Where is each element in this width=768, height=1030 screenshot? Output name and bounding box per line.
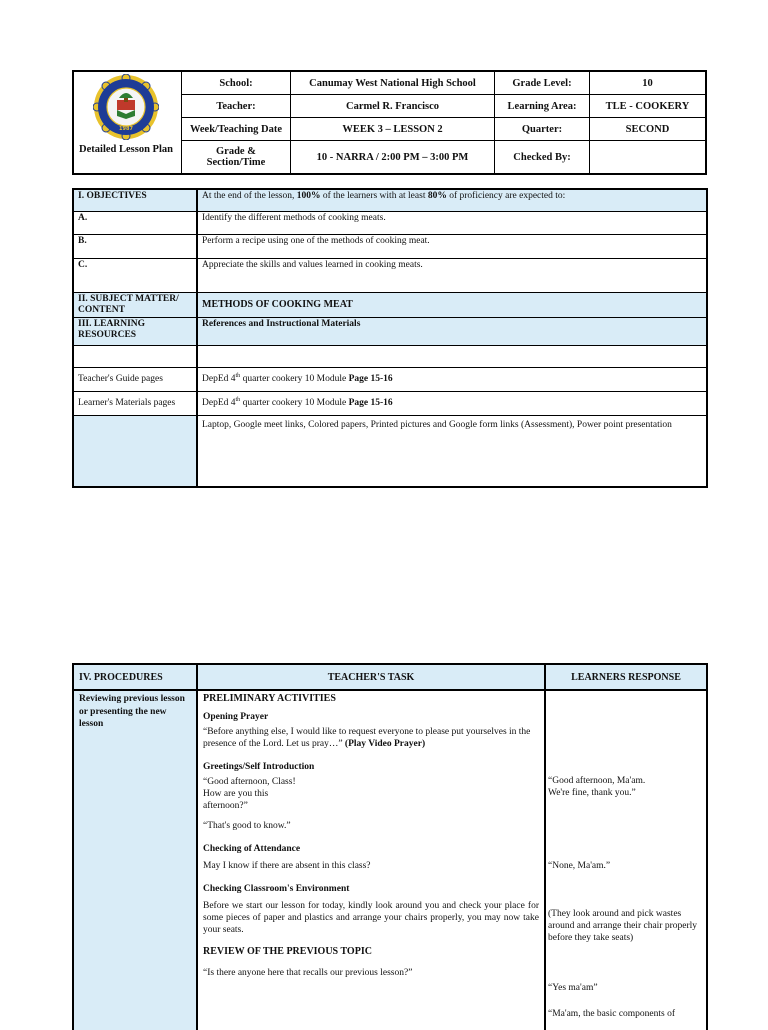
grade-section-value: 10 - NARRA / 2:00 PM – 3:00 PM bbox=[291, 141, 495, 175]
materials-value: Laptop, Google meet links, Colored papers, Printed pictures and Google form links (Assessment), Power point presentation bbox=[197, 415, 707, 487]
learners-materials-value: DepEd 4th quarter cookery 10 Module Page 15-16 bbox=[197, 391, 707, 415]
response-environment: (They look around and pick wastes around and arrange their chair properly before they take seats) bbox=[548, 909, 698, 943]
learning-resources-value: References and Instructional Materials bbox=[197, 317, 707, 345]
week-label: Week/Teaching Date bbox=[182, 118, 291, 141]
learners-response-heading: LEARNERS RESPONSE bbox=[545, 664, 707, 690]
objective-text-b: Perform a recipe using one of the methods of cooking meat. bbox=[197, 234, 707, 258]
procedures-heading: IV. PROCEDURES bbox=[73, 664, 197, 690]
greetings-text: “Good afternoon, Class! How are you this afternoon?” bbox=[203, 777, 296, 811]
procedures-table bbox=[72, 663, 708, 1030]
teacher-label: Teacher: bbox=[182, 95, 291, 118]
objective-text-c: Appreciate the skills and values learned in cooking meats. bbox=[197, 258, 707, 292]
prelim-heading: PRELIMINARY ACTIVITIES bbox=[203, 693, 336, 704]
teachers-task-cell bbox=[197, 690, 545, 1030]
checked-by-value bbox=[590, 141, 707, 175]
logo-cell bbox=[73, 71, 182, 174]
objective-label-a: A. bbox=[73, 211, 197, 234]
objectives-intro: At the end of the lesson, 100% of the learners with at least 80% of proficiency are expected to: bbox=[197, 189, 707, 211]
learning-area-label: Learning Area: bbox=[495, 95, 590, 118]
environment-heading: Checking Classroom's Environment bbox=[203, 884, 350, 894]
blank-value-cell bbox=[197, 345, 707, 367]
objective-text-a: Identify the different methods of cooking meats. bbox=[197, 211, 707, 234]
opening-prayer-text: “Before anything else, I would like to request everyone to please put yourselves in the presence of the Lord. Let us pray…” (Play Video Prayer) bbox=[203, 727, 531, 749]
teachers-guide-value: DepEd 4th quarter cookery 10 Module Page 15-16 bbox=[197, 367, 707, 391]
grade-level-value: 10 bbox=[590, 71, 707, 95]
subject-matter-label: II. SUBJECT MATTER/ CONTENT bbox=[73, 292, 197, 317]
school-label: School: bbox=[182, 71, 291, 95]
environment-text: Before we start our lesson for today, kindly look around you and check your place for some pieces of paper and plastics and arrange your chairs properly, you may now take your seats. bbox=[203, 901, 539, 935]
svg-text:1987: 1987 bbox=[119, 126, 133, 132]
review-heading: REVIEW OF THE PREVIOUS TOPIC bbox=[203, 946, 372, 957]
grade-level-label: Grade Level: bbox=[495, 71, 590, 95]
objectives-heading: I. OBJECTIVES bbox=[73, 189, 197, 211]
response-yes: “Yes ma'am” bbox=[548, 983, 598, 993]
lesson-header-table bbox=[72, 70, 707, 175]
learners-materials-label: Learner's Materials pages bbox=[73, 391, 197, 415]
attendance-heading: Checking of Attendance bbox=[203, 844, 301, 854]
greetings-reply-text: “That's good to know.” bbox=[203, 821, 291, 831]
opening-prayer-heading: Opening Prayer bbox=[203, 712, 269, 722]
objectives-table bbox=[72, 188, 708, 488]
greetings-heading: Greetings/Self Introduction bbox=[203, 762, 315, 772]
quarter-label: Quarter: bbox=[495, 118, 590, 141]
objective-label-c: C. bbox=[73, 258, 197, 292]
materials-label-cell bbox=[73, 415, 197, 487]
week-value: WEEK 3 – LESSON 2 bbox=[291, 118, 495, 141]
school-seal-logo bbox=[93, 74, 159, 140]
grade-section-label: Grade & Section/Time bbox=[182, 141, 291, 175]
teachers-guide-label: Teacher's Guide pages bbox=[73, 367, 197, 391]
response-attendance: “None, Ma'am.” bbox=[548, 861, 611, 871]
review-text: “Is there anyone here that recalls our previous lesson?” bbox=[203, 968, 413, 978]
teacher-value: Carmel R. Francisco bbox=[291, 95, 495, 118]
teachers-task-heading: TEACHER'S TASK bbox=[197, 664, 545, 690]
blank-label-cell bbox=[73, 345, 197, 367]
response-greeting: “Good afternoon, Ma'am. We're fine, thank you.” bbox=[548, 776, 646, 798]
learning-resources-label: III. LEARNING RESOURCES bbox=[73, 317, 197, 345]
objective-label-b: B. bbox=[73, 234, 197, 258]
plan-title: Detailed Lesson Plan bbox=[79, 144, 173, 155]
checked-by-label: Checked By: bbox=[495, 141, 590, 175]
attendance-text: May I know if there are absent in this class? bbox=[203, 861, 371, 871]
school-value: Canumay West National High School bbox=[291, 71, 495, 95]
response-basic-components: “Ma'am, the basic components of bbox=[548, 1009, 676, 1019]
learning-area-value: TLE - COOKERY bbox=[590, 95, 707, 118]
subject-matter-value: METHODS OF COOKING MEAT bbox=[197, 292, 707, 317]
procedure-step: Reviewing previous lesson or presenting the new lesson bbox=[73, 690, 197, 1030]
quarter-value: SECOND bbox=[590, 118, 707, 141]
